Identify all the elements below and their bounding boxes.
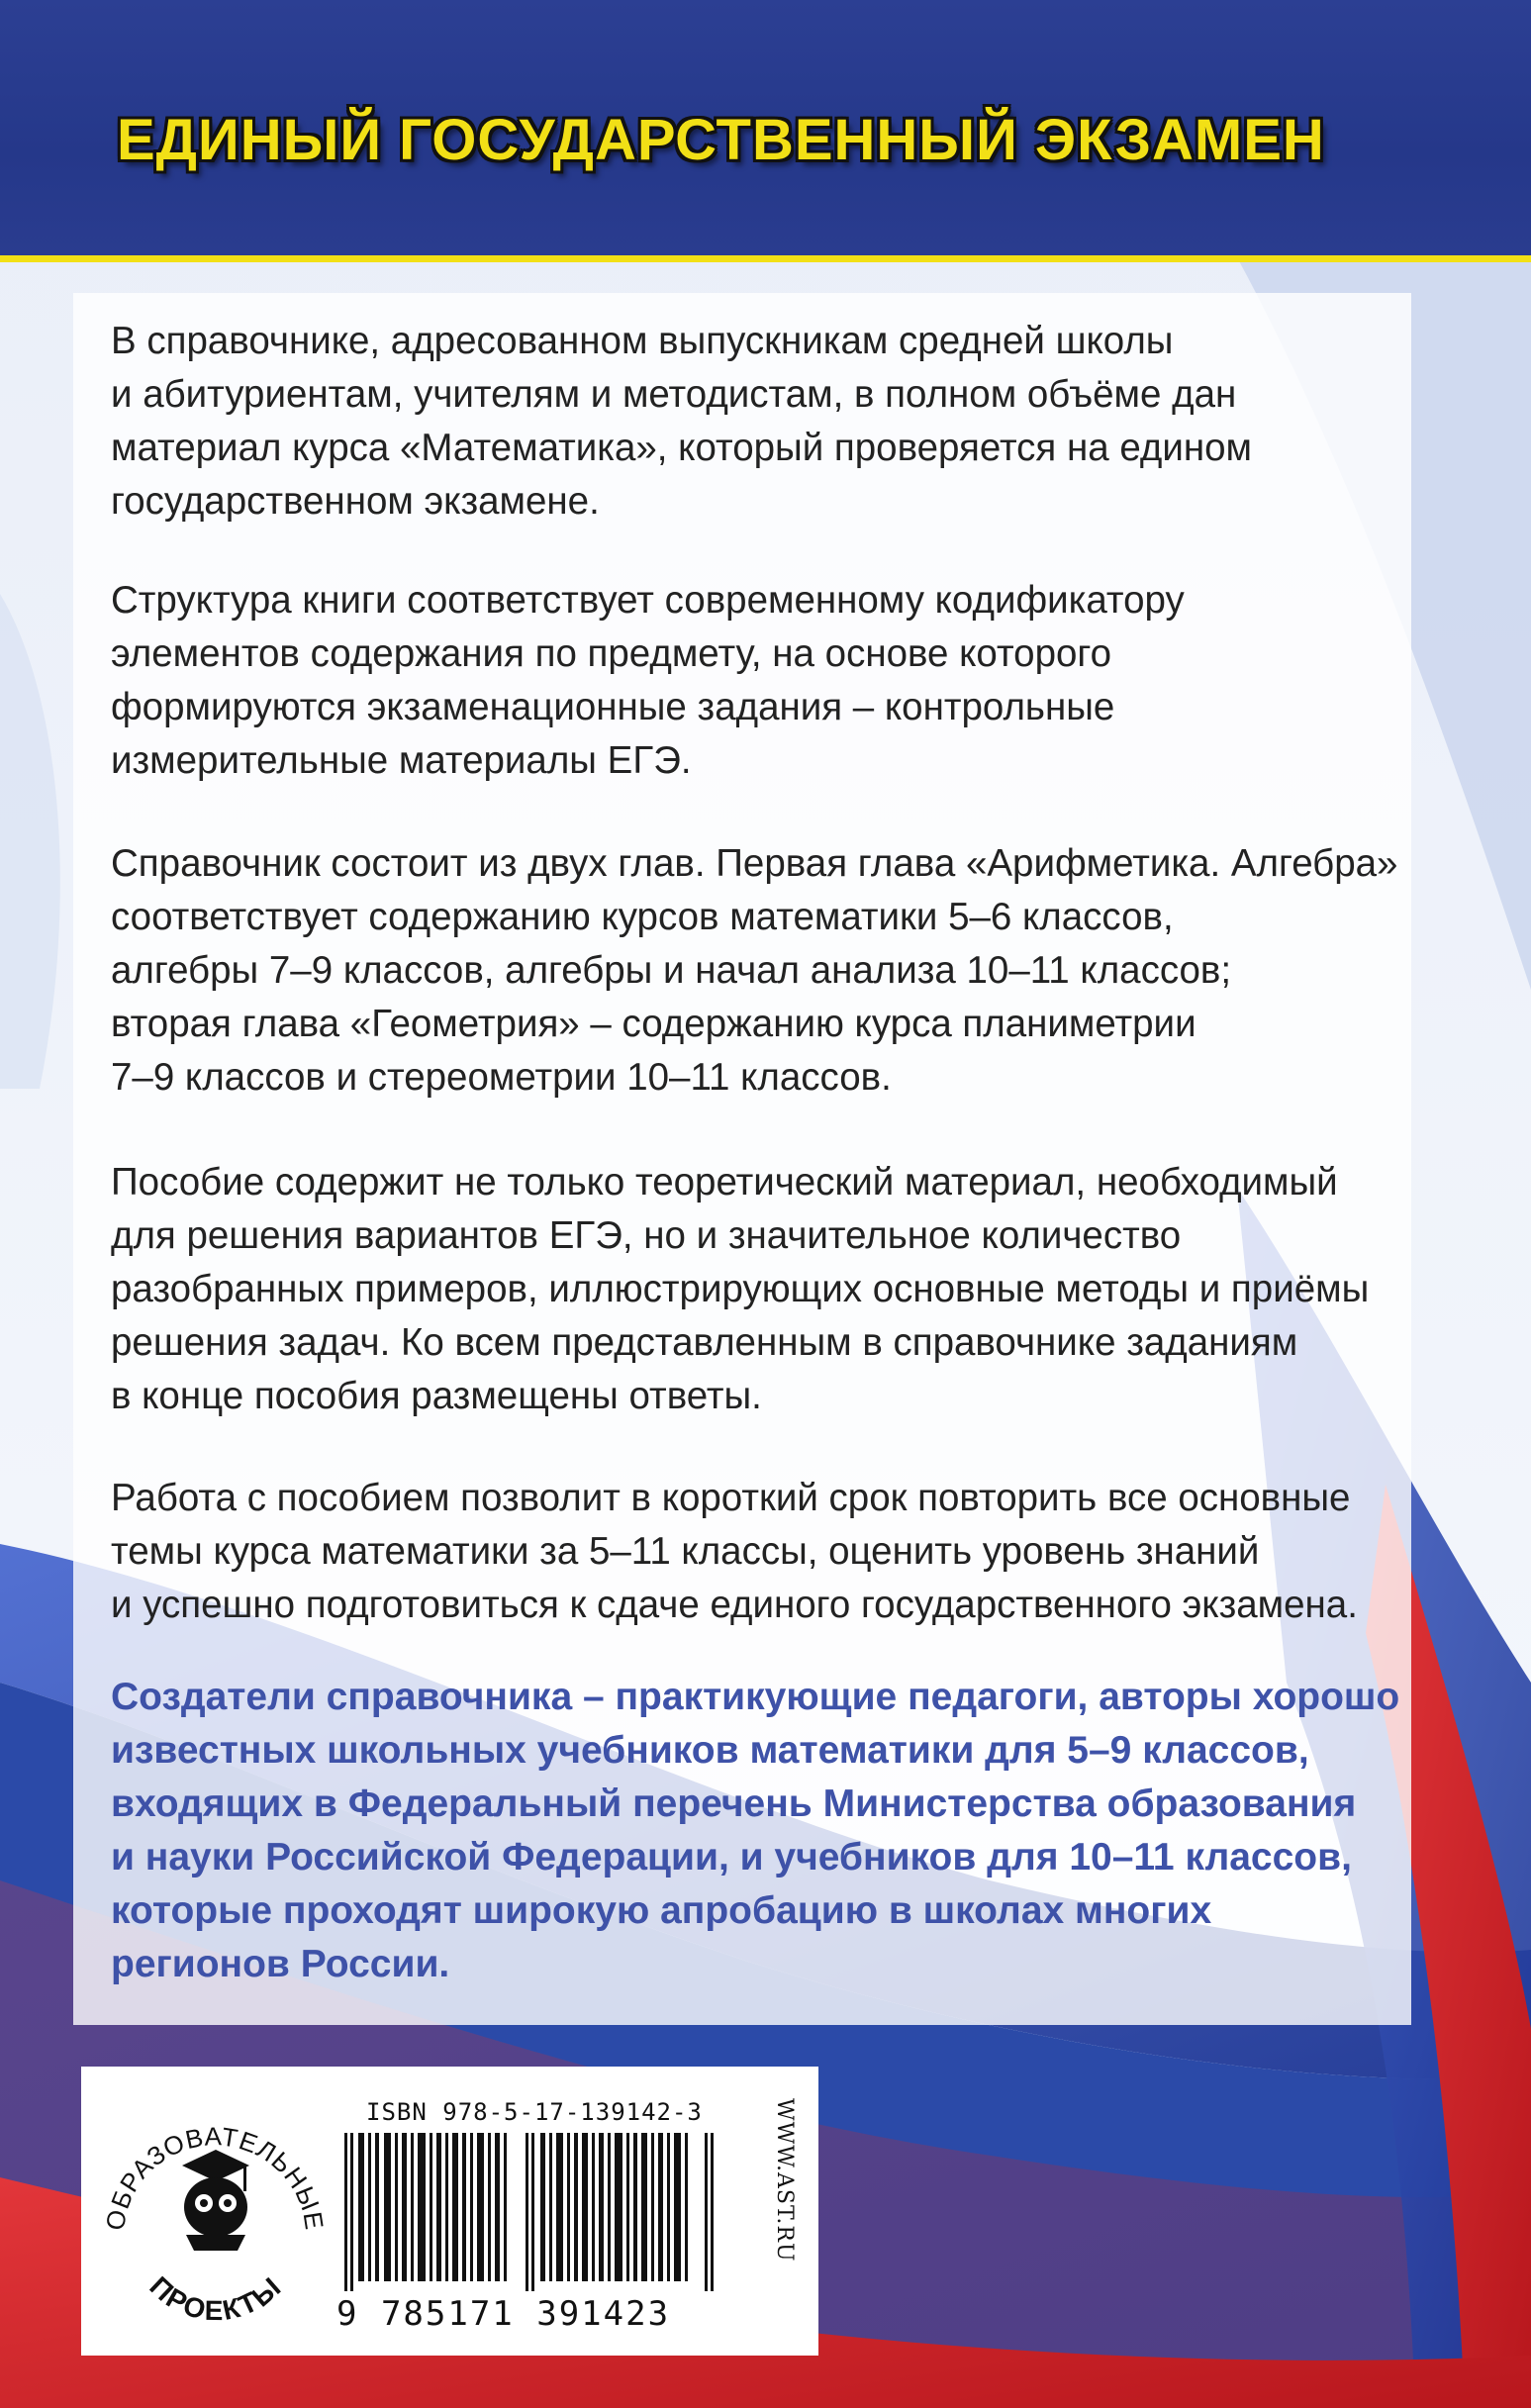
paragraph-chapters: Справочник состоит из двух глав. Первая глава «Арифметика. Алгебра» соответствует содержанию курсов математики 5–6 классов, алгебры 7–9 классов, алгебры и начал анализа 10–11 классов; вторая глава «Геометрия» – содержанию курса планиметрии 7–9 классов и стереометрии 10–11 классов. [111,842,1398,1099]
svg-text:ПРОЕКТЫ [144,2270,287,2326]
header-divider-line [0,255,1531,262]
barcode-digits: 9 785171 391423 [336,2294,671,2334]
paragraph-content: Пособие содержит не только теоретический материал, необходимый для решения вариантов ЕГЭ, но и значительное количество разобранных примеров, иллюстрирующих основные методы и приёмы решения задач. Ко всем представленным в справочнике заданиям в конце пособия размещены ответы. [111,1161,1370,1417]
barcode [344,2133,730,2291]
logo-arc-bottom-text: ПРОЕКТЫ [144,2269,288,2327]
publisher-logo [95,2076,333,2346]
paragraph-benefit: Работа с пособием позволит в короткий срок повторить все основные темы курса математики за 5–11 классы, оценить уровень знаний и успешно подготовиться к сдаче единого государственного экзамена. [111,1477,1358,1626]
header-title: ЕДИНЫЙ ГОСУДАРСТВЕННЫЙ ЭКЗАМЕН [117,108,1325,172]
isbn-label: ISBN 978-5-17-139142-3 [366,2098,703,2126]
publisher-website: WWW.AST.RU [772,2098,797,2263]
paragraph-audience: В справочнике, адресованном выпускникам средней школы и абитуриентам, учителям и методистам, в полном объёме дан материал курса «Математика», который проверяется на едином государственном экзамене. [111,320,1253,523]
owl-scholar-icon [182,2150,249,2251]
logo-arc-top-text: ОБРАЗОВАТЕЛЬНЫЕ [99,2121,331,2233]
paragraph-structure: Структура книги соответствует современному кодификатору элементов содержания по предмету, на основе которого формируются экзаменационные задания – контрольные измерительные материалы ЕГЭ. [111,579,1185,782]
authors-note: Создатели справочника – практикующие педагоги, авторы хорошо известных школьных учебников математики для 5–9 классов, входящих в Федеральный перечень Министерства образования и науки Российской Федерации, и учебников для 10–11 классов, которые проходят широкую апробацию в школах многих регионов России. [111,1676,1400,1985]
